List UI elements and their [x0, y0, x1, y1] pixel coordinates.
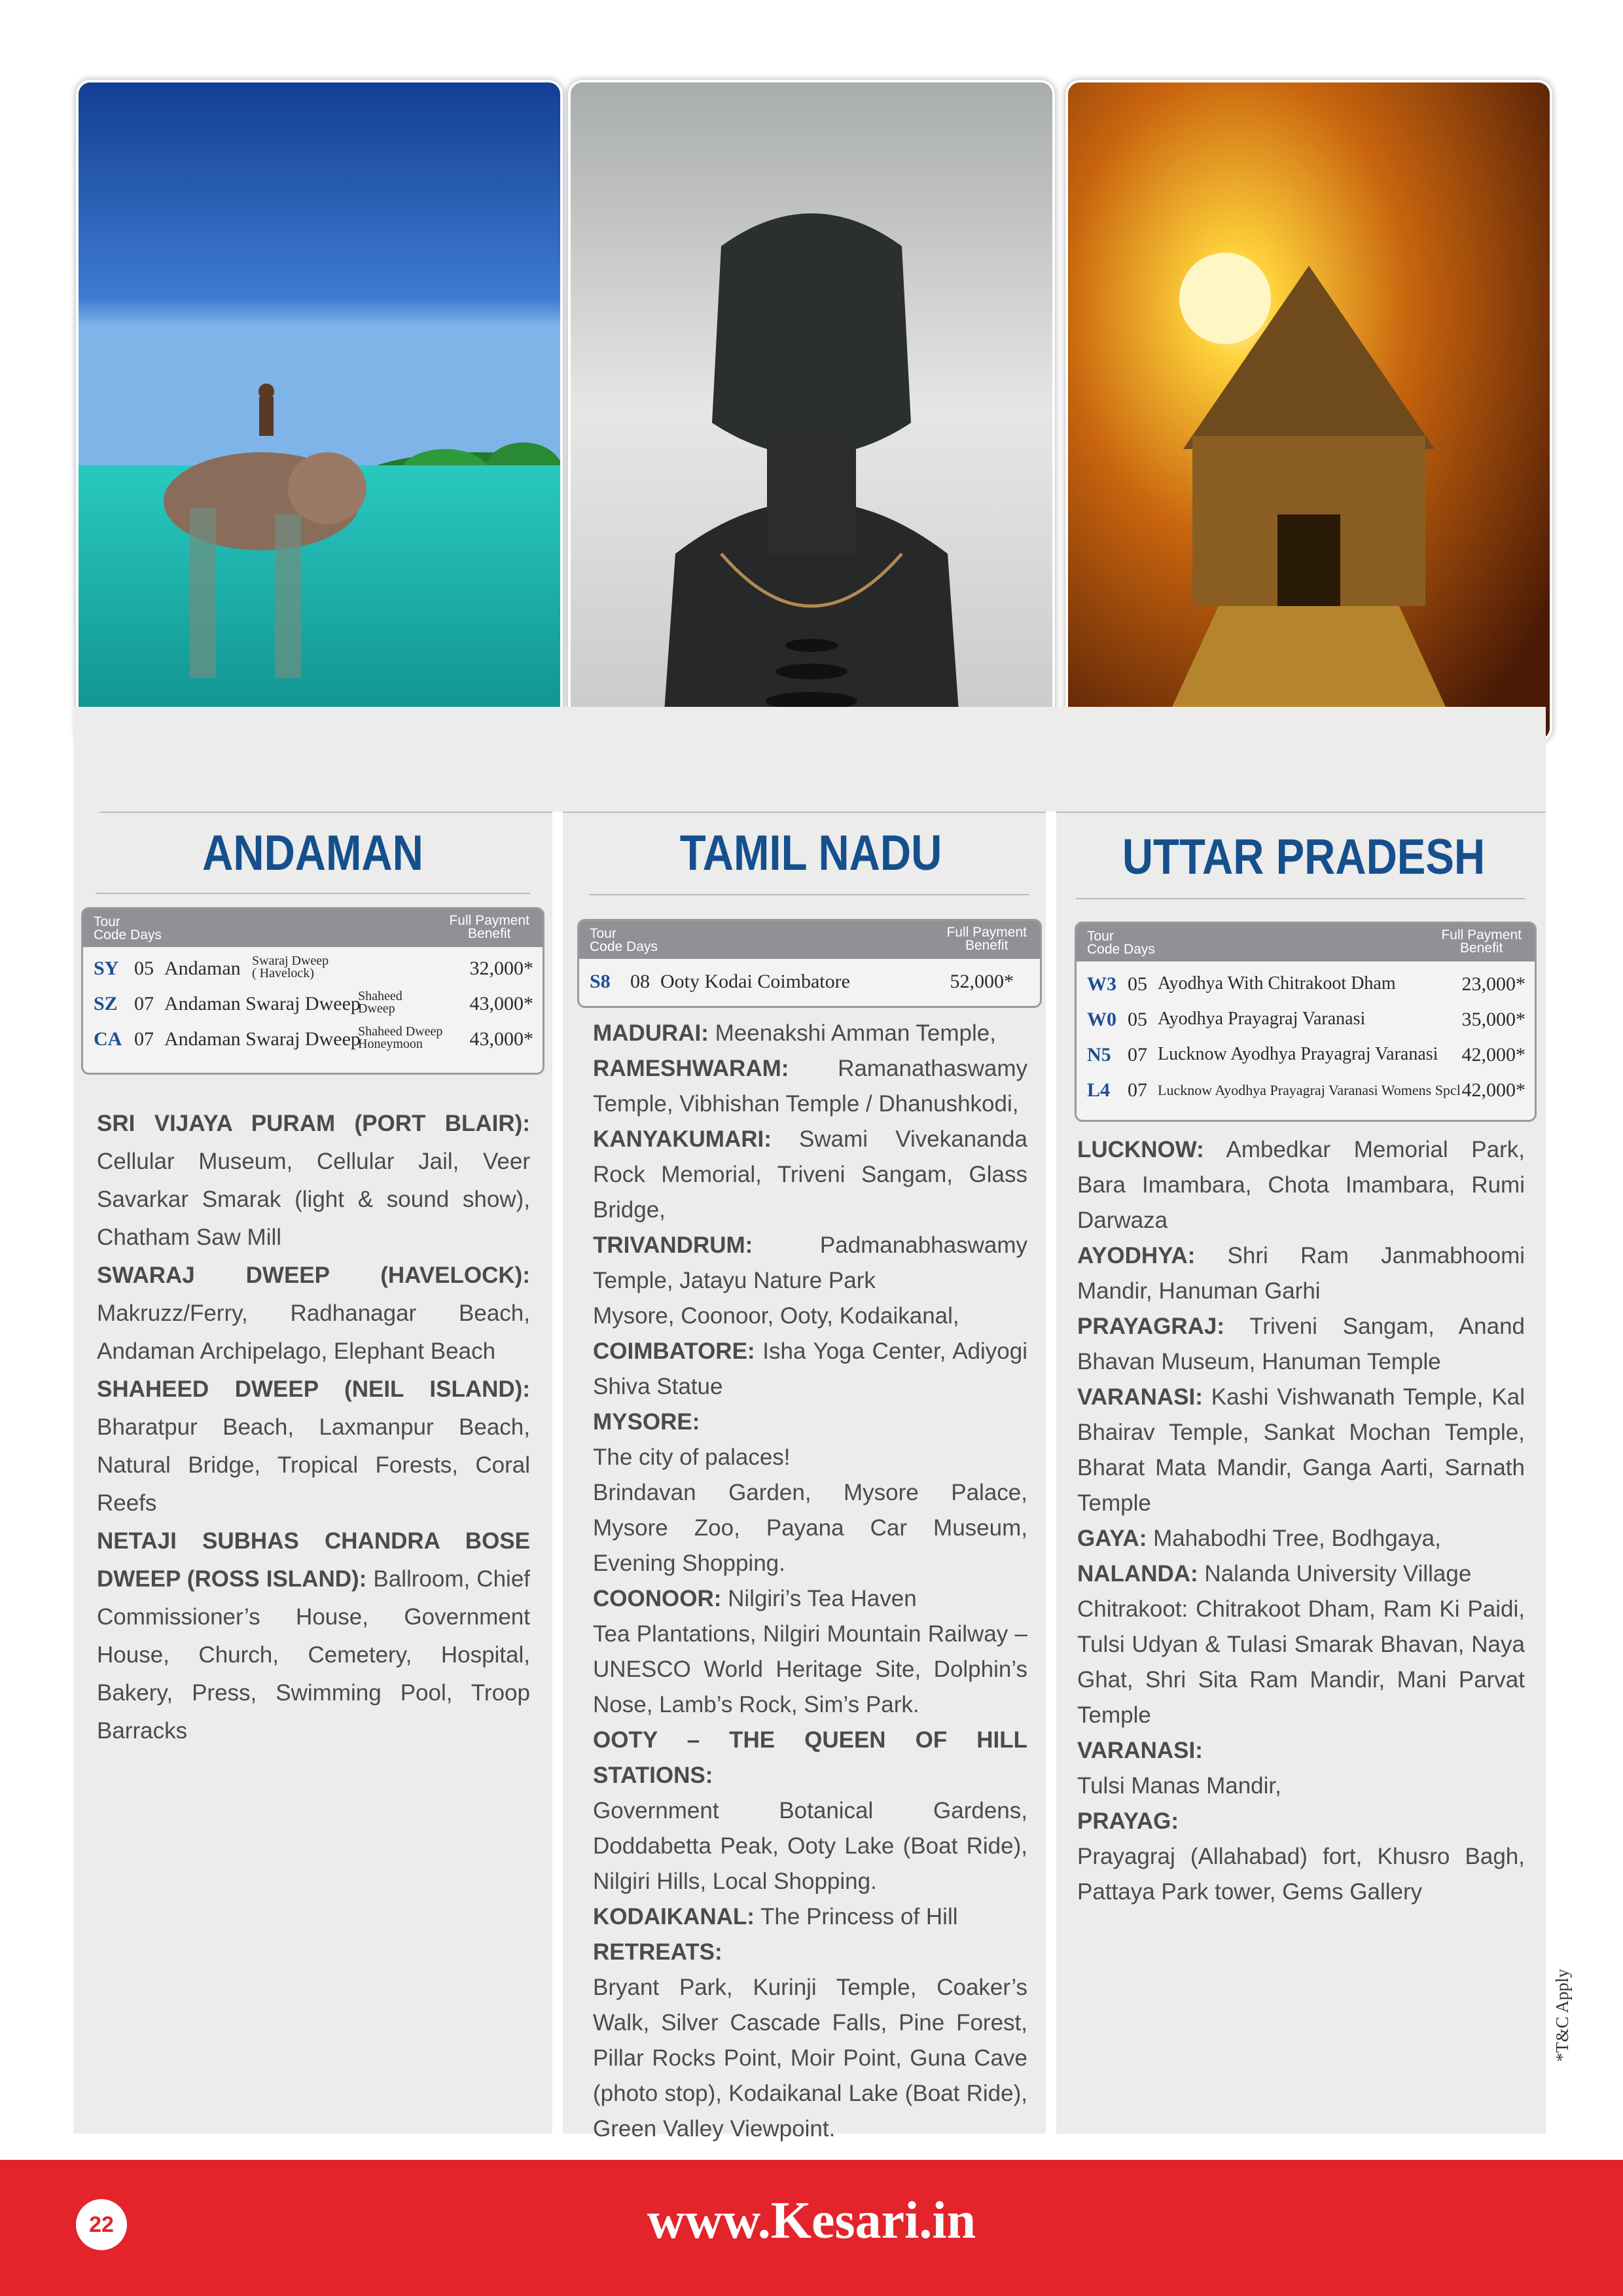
place-text: Shri Ram Janmabhoomi Mandir, Hanuman Garhi — [1077, 1243, 1525, 1304]
place-heading: GAYA: — [1077, 1526, 1147, 1551]
tour-row — [1077, 965, 1535, 1001]
paragraph — [593, 1617, 1027, 1723]
title-rule — [1076, 898, 1525, 899]
place-heading: OOTY – THE QUEEN OF HILL STATIONS: — [593, 1727, 1027, 1788]
place-text: Nalanda University Village — [1198, 1561, 1472, 1587]
place-heading: AYODHYA: — [1077, 1243, 1196, 1268]
tour-code: SZ — [94, 993, 118, 1014]
paragraph — [593, 1475, 1027, 1581]
photo-andaman-elephant — [76, 80, 563, 742]
region-title: ANDAMAN — [202, 825, 423, 881]
tour-table-header — [1077, 924, 1535, 961]
place-text: Tea Plantations, Nilgiri Mountain Railway – UNESCO World Heritage Site, Dolphin’s Nose, Lamb’s Rock, Sim’s Park. — [593, 1621, 1027, 1717]
tour-days: 07 — [134, 1028, 154, 1050]
tour-name: Andaman Swaraj Dweep — [164, 1028, 361, 1050]
tour-name: Ooty Kodai Coimbatore — [660, 971, 850, 992]
tour-row — [1077, 1036, 1535, 1071]
header-full-payment: Full Payment — [1441, 927, 1522, 942]
place-text: Brindavan Garden, Mysore Palace, Mysore Zoo, Payana Car Museum, Evening Shopping. — [593, 1480, 1027, 1576]
place-heading: SRI VIJAYA PURAM (PORT BLAIR): — [97, 1111, 530, 1136]
place-heading: PRAYAG: — [1077, 1808, 1179, 1834]
header-benefit: Benefit — [468, 926, 511, 941]
tour-name: Andaman Swaraj Dweep — [164, 993, 361, 1014]
paragraph — [1077, 1768, 1525, 1804]
itinerary-text — [1077, 1132, 1525, 1910]
tour-days: 08 — [630, 971, 650, 992]
tour-price: 42,000* — [1461, 1079, 1525, 1101]
paragraph — [1077, 1733, 1525, 1768]
tour-row — [579, 963, 1040, 998]
tour-row — [83, 985, 543, 1020]
column-gap-1 — [552, 812, 563, 2134]
tour-row — [83, 1020, 543, 1056]
header-full-payment: Full Payment — [946, 925, 1027, 940]
region-title: TAMIL NADU — [679, 825, 942, 881]
place-text: Meenakshi Amman Temple, — [708, 1020, 996, 1046]
header-benefit: Benefit — [965, 938, 1008, 953]
header-code-days: Code Days — [590, 939, 658, 954]
tour-name: Ayodhya With Chitrakoot Dham — [1158, 973, 1396, 994]
tour-days: 07 — [1128, 1044, 1147, 1066]
tour-code: S8 — [590, 971, 611, 992]
place-heading: KANYAKUMARI: — [593, 1126, 772, 1152]
place-heading: RETREATS: — [593, 1939, 722, 1965]
place-heading: LUCKNOW: — [1077, 1137, 1204, 1162]
paragraph — [1077, 1380, 1525, 1521]
place-heading: KODAIKANAL: — [593, 1904, 755, 1929]
place-text: Swami Vivekananda Rock Memorial, Triveni Sangam, Glass Bridge, — [593, 1126, 1027, 1223]
tour-row — [1077, 1071, 1535, 1107]
tour-row — [1077, 1001, 1535, 1036]
tour-table-header — [83, 909, 543, 947]
place-text: Bharatpur Beach, Laxmanpur Beach, Natural Bridge, Tropical Forests, Coral Reefs — [97, 1414, 530, 1516]
itinerary-text — [593, 1016, 1027, 2147]
place-text: Bryant Park, Kurinji Temple, Coaker’s Walk, Silver Cascade Falls, Pine Forest, Pillar Rocks Point, Moir Point, Guna Cave (photo stop), Kodaikanal Lake (Boat Ride), Green Valley Viewpoint. — [593, 1975, 1027, 2142]
paragraph — [1077, 1521, 1525, 1556]
tour-row — [83, 950, 543, 985]
itinerary-text — [97, 1105, 530, 1750]
paragraph — [97, 1522, 530, 1750]
paragraph — [593, 1122, 1027, 1228]
tour-sub-2: ( Havelock) — [252, 966, 314, 980]
place-text: Isha Yoga Center, Adiyogi Shiva Statue — [593, 1338, 1027, 1399]
tour-name: Ayodhya Prayagraj Varanasi — [1158, 1009, 1366, 1029]
place-text: Mahabodhi Tree, Bodhgaya, — [1147, 1526, 1441, 1551]
place-heading: TRIVANDRUM: — [593, 1232, 753, 1258]
paragraph — [593, 1970, 1027, 2147]
tour-table — [1075, 922, 1537, 1122]
place-heading: COONOOR: — [593, 1586, 722, 1611]
place-text: Tulsi Manas Mandir, — [1077, 1773, 1281, 1799]
tour-name: Lucknow Ayodhya Prayagraj Varanasi — [1158, 1044, 1438, 1064]
paragraph — [97, 1105, 530, 1257]
paragraph — [1077, 1556, 1525, 1592]
place-text: Ambedkar Memorial Park, Bara Imambara, Chota Imambara, Rumi Darwaza — [1077, 1137, 1525, 1233]
paragraph — [593, 1899, 1027, 1935]
paragraph — [593, 1051, 1027, 1122]
place-heading: MADURAI: — [593, 1020, 709, 1046]
paragraph — [1077, 1238, 1525, 1309]
place-text: Triveni Sangam, Anand Bhavan Museum, Hanuman Temple — [1077, 1314, 1525, 1374]
place-heading: MYSORE: — [593, 1409, 700, 1435]
place-text: Nilgiri’s Tea Haven — [721, 1586, 917, 1611]
place-heading: SHAHEED DWEEP (NEIL ISLAND): — [97, 1376, 530, 1402]
tour-price: 43,000* — [469, 1028, 533, 1050]
place-heading: COIMBATORE: — [593, 1338, 755, 1364]
tour-days: 05 — [1128, 973, 1147, 995]
paragraph — [593, 1228, 1027, 1299]
tour-days: 05 — [1128, 1009, 1147, 1030]
tour-code: N5 — [1087, 1044, 1111, 1066]
place-text: Chitrakoot: Chitrakoot Dham, Ram Ki Paidi, Tulsi Udyan & Tulasi Smarak Bhavan, Naya Ghat, Shri Sita Ram Mandir, Mani Parvat Temple — [1077, 1596, 1525, 1728]
tour-code: SY — [94, 958, 119, 979]
header-tour: Tour — [1087, 929, 1114, 944]
header-full-payment: Full Payment — [449, 913, 529, 928]
header-code-days: Code Days — [94, 927, 162, 942]
tour-days: 05 — [134, 958, 154, 979]
tour-name: Lucknow Ayodhya Prayagraj Varanasi Womens Spcl — [1158, 1082, 1461, 1098]
paragraph — [593, 1723, 1027, 1793]
place-text: Kashi Vishwanath Temple, Kal Bhairav Temple, Sankat Mochan Temple, Bharat Mata Mandir, Ganga Aarti, Sarnath Temple — [1077, 1384, 1525, 1516]
place-text: Padmanabhaswamy Temple, Jatayu Nature Park — [593, 1232, 1027, 1293]
paragraph — [97, 1371, 530, 1522]
place-heading: SWARAJ DWEEP (HAVELOCK): — [97, 1263, 530, 1288]
tour-sub-2: Dweep — [358, 1001, 395, 1016]
paragraph — [593, 1334, 1027, 1405]
paragraph — [1077, 1132, 1525, 1238]
paragraph — [593, 1405, 1027, 1440]
tour-price: 52,000* — [950, 971, 1014, 992]
paragraph — [593, 1299, 1027, 1334]
header-tour: Tour — [590, 926, 616, 941]
column-gap-2 — [1046, 812, 1056, 2134]
tour-sub-1: Swaraj Dweep — [252, 954, 329, 968]
terms-note: *T&C Apply — [1552, 1969, 1572, 2062]
place-heading: NALANDA: — [1077, 1561, 1198, 1587]
tour-table — [577, 919, 1042, 1008]
header-tour: Tour — [94, 914, 120, 929]
photo-tamil-nadu-adiyogi — [568, 80, 1055, 742]
tour-days: 07 — [1128, 1079, 1147, 1101]
paragraph — [593, 1440, 1027, 1475]
paragraph — [593, 1016, 1027, 1051]
paragraph — [593, 1793, 1027, 1899]
tour-table-header — [579, 921, 1040, 959]
place-text: Ramanathaswamy Temple, Vibhishan Temple / Dhanushkodi, — [593, 1056, 1027, 1117]
paragraph — [593, 1581, 1027, 1617]
tour-code: W0 — [1087, 1009, 1116, 1030]
place-heading: RAMESHWARAM: — [593, 1056, 789, 1081]
tour-code: W3 — [1087, 973, 1116, 995]
region-title: UTTAR PRADESH — [1122, 829, 1486, 885]
tour-sub-1: Shaheed Dweep — [358, 1024, 443, 1039]
place-text: Cellular Museum, Cellular Jail, Veer Savarkar Smarak (light & sound show), Chatham Saw Mill — [97, 1149, 530, 1250]
place-text: The Princess of Hill — [754, 1904, 958, 1929]
header-benefit: Benefit — [1460, 941, 1503, 956]
paragraph — [593, 1935, 1027, 1970]
tour-name: Andaman — [164, 958, 241, 979]
place-text: The city of palaces! — [593, 1444, 791, 1470]
paragraph — [97, 1257, 530, 1371]
place-heading: NETAJI SUBHAS CHANDRA BOSE DWEEP (ROSS ISLAND): — [97, 1528, 530, 1592]
paragraph — [1077, 1804, 1525, 1839]
tour-code: L4 — [1087, 1079, 1111, 1101]
title-rule — [589, 894, 1029, 895]
tour-price: 35,000* — [1461, 1009, 1525, 1030]
place-heading: PRAYAGRAJ: — [1077, 1314, 1224, 1339]
tour-price: 32,000* — [469, 958, 533, 979]
tour-table — [81, 907, 544, 1075]
tour-code: CA — [94, 1028, 122, 1050]
page-number: 22 — [76, 2199, 127, 2250]
place-heading: VARANASI: — [1077, 1384, 1203, 1410]
tour-price: 43,000* — [469, 993, 533, 1014]
website-link[interactable]: www.Kesari.in — [647, 2192, 976, 2250]
paragraph — [1077, 1309, 1525, 1380]
place-heading: VARANASI: — [1077, 1738, 1203, 1763]
title-rule — [96, 893, 530, 894]
place-text: Ballroom, Chief Commissioner’s House, Government House, Church, Cemetery, Hospital, Bakery, Press, Swimming Pool, Troop Barracks — [97, 1566, 531, 1744]
photo-uttar-pradesh-temple — [1065, 80, 1552, 742]
place-text: Prayagraj (Allahabad) fort, Khusro Bagh, Pattaya Park tower, Gems Gallery — [1077, 1844, 1525, 1905]
place-text: Makruzz/Ferry, Radhanagar Beach, Andaman Archipelago, Elephant Beach — [97, 1300, 530, 1364]
paragraph — [1077, 1592, 1525, 1733]
tour-sub-2: Honeymoon — [358, 1037, 423, 1051]
place-text: Mysore, Coonoor, Ooty, Kodaikanal, — [593, 1303, 959, 1329]
place-text: Government Botanical Gardens, Doddabetta Peak, Ooty Lake (Boat Ride), Nilgiri Hills, Local Shopping. — [593, 1798, 1027, 1894]
header-code-days: Code Days — [1087, 942, 1155, 957]
paragraph — [1077, 1839, 1525, 1910]
tour-sub-1: Shaheed — [358, 989, 402, 1003]
tour-price: 23,000* — [1461, 973, 1525, 995]
divider-line — [99, 812, 1546, 813]
tour-days: 07 — [134, 993, 154, 1014]
tour-price: 42,000* — [1461, 1044, 1525, 1066]
